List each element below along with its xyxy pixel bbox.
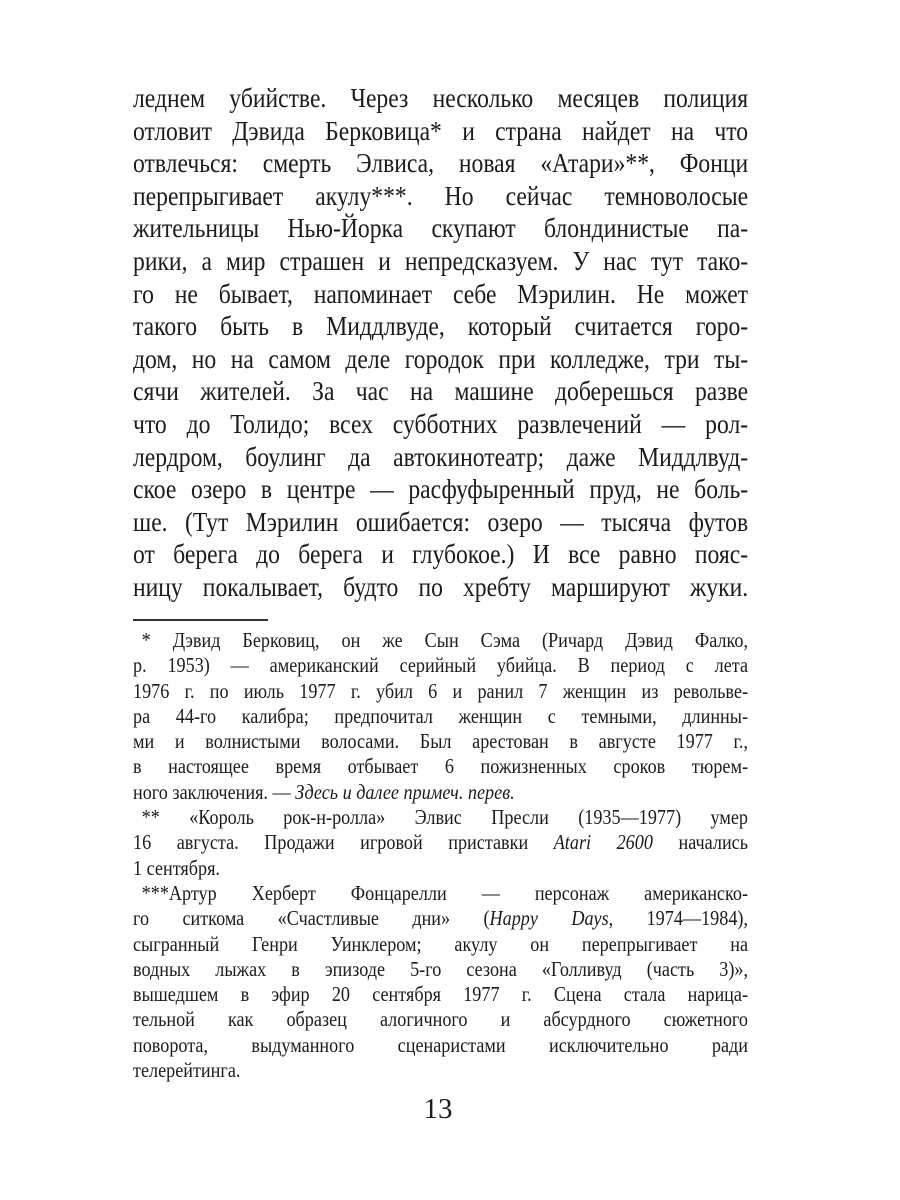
footnote <box>133 628 748 805</box>
footnote-line <box>133 805 748 830</box>
footnote-line <box>133 653 748 678</box>
text-line: рики, а мир страшен и непредсказуем. У нас тут тако- <box>133 245 749 276</box>
footnote <box>133 881 748 1083</box>
text-segment: 16 августа. Продажи игровой приставки <box>133 830 554 855</box>
text-segment: ***Артур Херберт Фонцарелли — персонаж американско- <box>141 880 749 905</box>
text-line: что до Толидо; всех субботних развлечений — рол- <box>133 408 749 439</box>
text-line: лердром, боулинг да автокинотеатр; даже Миддлвуд- <box>133 441 749 472</box>
text-segment: вышедшем в эфир 20 сентября 1977 г. Сцена стала нарица- <box>133 982 749 1007</box>
footnote-line <box>133 1033 748 1058</box>
footnote-line <box>133 1007 748 1032</box>
italic-text: Здесь и далее примеч. перев. <box>295 779 515 804</box>
italic-text: Atari 2600 <box>553 830 653 855</box>
italic-text: Happy Days <box>489 906 609 931</box>
text-line: отвлечься: смерть Элвиса, новая «Атари»**, Фонци <box>133 148 749 179</box>
text-segment: ми и волнистыми волосами. Был арестован в августе 1977 г., <box>133 729 749 754</box>
footnote-line <box>133 957 748 982</box>
text-line: го не бывает, напоминает себе Мэрилин. Не может <box>133 278 749 309</box>
text-line: отловит Дэвида Берковица* и страна найдет на что <box>133 115 749 146</box>
page-number: 13 <box>423 1093 453 1125</box>
footnote-line <box>133 780 748 805</box>
footnote-line <box>133 628 748 653</box>
text-segment: р. 1953) — американский серийный убийца. В период с лета <box>133 653 749 678</box>
text-segment: 1976 г. по июль 1977 г. убил 6 и ранил 7 женщин из револьве- <box>133 678 749 703</box>
text-segment: начались <box>652 830 749 855</box>
footnotes <box>133 628 748 1083</box>
footnote-line <box>133 729 748 754</box>
text-segment: тельной как образец алогичного и абсурдного сюжетного <box>133 1007 749 1032</box>
text-line: ше. (Тут Мэрилин ошибается: озеро — тысяча футов <box>133 506 749 537</box>
footnote-line <box>133 1058 748 1083</box>
text-line: дом, но на самом деле городок при колледже, три ты- <box>133 343 749 374</box>
text-segment: 1 сентября. <box>133 855 220 880</box>
footnote-line <box>133 881 748 906</box>
main-text <box>133 82 748 604</box>
footnote-line <box>133 856 748 881</box>
text-segment: , 1974—1984), <box>608 906 749 931</box>
footnote-divider <box>133 619 268 621</box>
footnote-line <box>133 906 748 931</box>
text-line: леднем убийстве. Через несколько месяцев полиция <box>133 83 749 113</box>
text-line: от берега до берега и глубокое.) И все равно пояс- <box>133 539 749 570</box>
footnote-line <box>133 982 748 1007</box>
text-segment: ра 44-го калибра; предпочитал женщин с темными, длинны- <box>133 703 749 728</box>
text-segment: ** «Король рок-н-ролла» Элвис Пресли (1935—1977) умер <box>141 805 749 830</box>
text-segment: телерейтинга. <box>133 1058 241 1083</box>
text-segment: в настоящее время отбывает 6 пожизненных сроков тюрем- <box>133 754 749 779</box>
text-line: жительницы Нью-Йорка скупают блондинистые па- <box>133 213 749 244</box>
footnote-line <box>133 754 748 779</box>
footnote-line <box>133 932 748 957</box>
footnote-line <box>133 704 748 729</box>
text-segment: поворота, выдуманного сценаристами исключительно ради <box>133 1032 749 1057</box>
footnote-line <box>133 830 748 855</box>
footnote-line <box>133 679 748 704</box>
text-segment: сыгранный Генри Уинклером; акулу он перепрыгивает на <box>133 931 749 956</box>
text-segment: водных лыжах в эпизоде 5-го сезона «Голливуд (часть 3)», <box>133 956 749 981</box>
text-segment: ного заключения. — <box>133 779 296 804</box>
text-line: ское озеро в центре — расфуфыренный пруд, не боль- <box>133 474 749 505</box>
text-segment: * Дэвид Берковиц, он же Сын Сэма (Ричард Дэвид Фалко, <box>141 628 749 652</box>
text-line: ницу покалывает, будто по хребту маршируют жуки. <box>133 571 749 602</box>
text-line: сячи жителей. За час на машине доберешься разве <box>133 376 749 407</box>
text-line: перепрыгивает акулу***. Но сейчас темноволосые <box>133 180 749 211</box>
footnote <box>133 805 748 881</box>
text-segment: го ситкома «Счастливые дни» ( <box>133 906 490 931</box>
text-line: такого быть в Миддлвуде, который считается горо- <box>133 311 749 342</box>
